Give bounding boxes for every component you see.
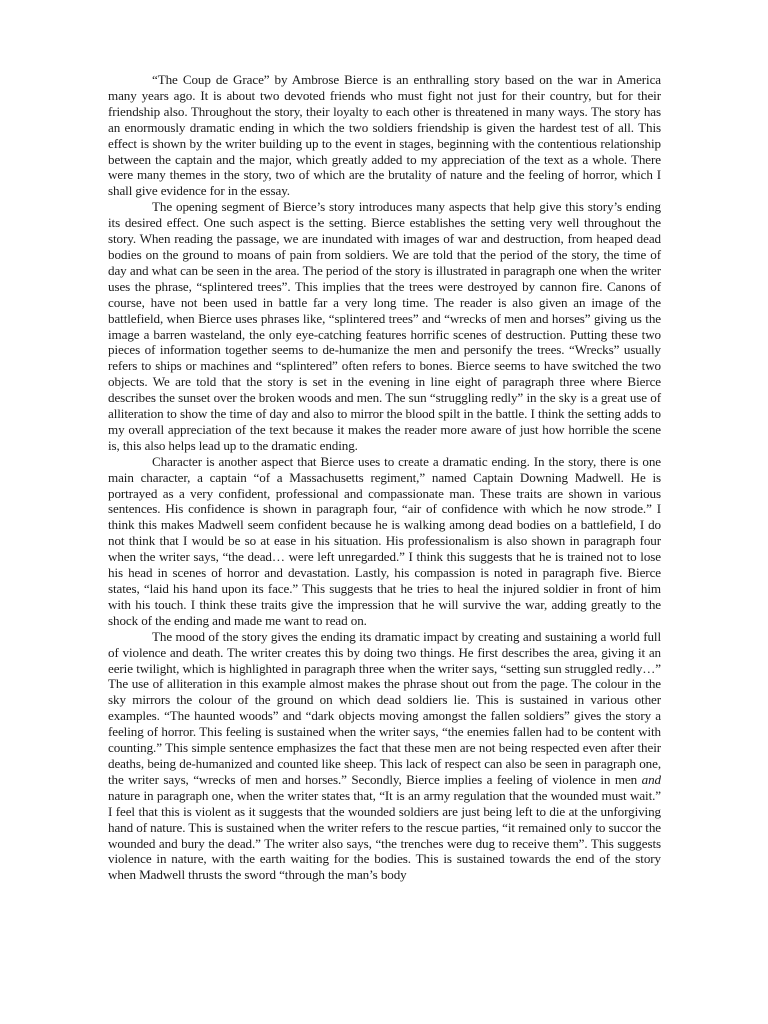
paragraph-setting: The opening segment of Bierce’s story introduces many aspects that help give this story’s ending its desired effect. One such aspect is the setting. Bierce establishes the setting very well throughout the story. When reading the passage, we are inundated with images of war and destruction, from heaped dead bodies on the ground to moans of pain from soldiers. We are told that the period of the story, the time of day and what can be seen in the area. The period of the story is illustrated in paragraph one when the writer uses the phrase, “splintered trees”. This implies that the trees were destroyed by cannon fire. Canons of course, have not been used in battle far a very long time. The reader is also given an image of the battlefield, when Bierce uses phrases like, “splintered trees” and “wrecks of men and horses” giving us the image a barren wasteland, the only eye-catching features horrific scenes of destruction. Putting these two pieces of information together seems to de-humanize the men and personify the trees. “Wrecks” usually refers to ships or machines and “splintered” often refers to bones. Bierce seems to have switched the two objects. We are told that the story is set in the evening in line eight of paragraph three where Bierce describes the sunset over the broken woods and men. The sun “struggling redly” in the sky is a great use of alliteration to show the time of day and also to mirror the blood spilt in the battle. I think the setting adds to my overall appreciation of the text because it makes the reader more aware of just how horrible the scene is, this also helps lead up to the dramatic ending. xyxy=(108,199,661,453)
document-page xyxy=(108,72,661,883)
paragraph-mood-text-b: nature in paragraph one, when the writer states that, “It is an army regulation that the wounded must wait.” I feel that this is violent as it suggests that the wounded soldiers are just being left to die at the unforgiving hand of nature. This is sustained when the writer refers to the rescue parties, “it remained only to succor the wounded and bury the dead.” The writer also says, “the trenches were dug to receive them”. This suggests violence in nature, with the earth waiting for the bodies. This is sustained towards the end of the story when Madwell thrusts the sword “through the man’s body xyxy=(108,787,661,883)
paragraph-character: Character is another aspect that Bierce uses to create a dramatic ending. In the story, there is one main character, a captain “of a Massachusetts regiment,” named Captain Downing Madwell. He is portrayed as a very confident, professional and compassionate man. These traits are shown in various sentences. His confidence is shown in paragraph four, “air of confidence with which he now strode.” I think this makes Madwell seem confident because he is walking among dead bodies on a battlefield, I do not think that I would be so at ease in his situation. His professionalism is also shown in paragraph four when the writer says, “the dead… were left unregarded.” I think this suggests that he is trained not to lose his head in scenes of horror and devastation. Lastly, his compassion is noted in paragraph five. Bierce states, “laid his hand upon its face.” This suggests that he tries to heal the injured soldier in front of him with his touch. I think these traits give the impression that he will survive the war, adding greatly to the shock of the ending and made me want to read on. xyxy=(108,453,661,628)
paragraph-mood xyxy=(108,629,661,884)
emphasis-and: and xyxy=(641,771,661,787)
paragraph-intro: “The Coup de Grace” by Ambrose Bierce is an enthralling story based on the war in America many years ago. It is about two devoted friends who must fight not just for their country, but for their friendship also. Throughout the story, their loyalty to each other is threatened in many ways. The story has an enormously dramatic ending in which the two soldiers friendship is given the hardest test of all. This effect is shown by the writer building up to the event in stages, beginning with the contentious relationship between the captain and the major, which greatly added to my appreciation of the text as a whole. There were many themes in the story, two of which are the brutality of nature and the feeling of horror, which I shall give evidence for in the essay. xyxy=(108,72,661,199)
paragraph-mood-text-a: The mood of the story gives the ending its dramatic impact by creating and sustaining a world full of violence and death. The writer creates this by doing two things. He first describes the area, giving it an eerie twilight, which is highlighted in paragraph three when the writer says, “setting sun struggled redly…” The use of alliteration in this example almost makes the phrase shout out from the page. The colour in the sky mirrors the colour of the ground on which dead soldiers lie. This is sustained in various other examples. “The haunted woods” and “dark objects moving amongst the fallen soldiers” gives the story a feeling of horror. This feeling is sustained when the writer says, “the enemies fallen had to be content with counting.” This simple sentence emphasizes the fact that these men are not being respected even after their deaths, being de-humanized and counted like sheep. This lack of respect can also be seen in paragraph one, the writer says, “wrecks of men and horses.” Secondly, Bierce implies a feeling of violence in men xyxy=(108,628,661,787)
